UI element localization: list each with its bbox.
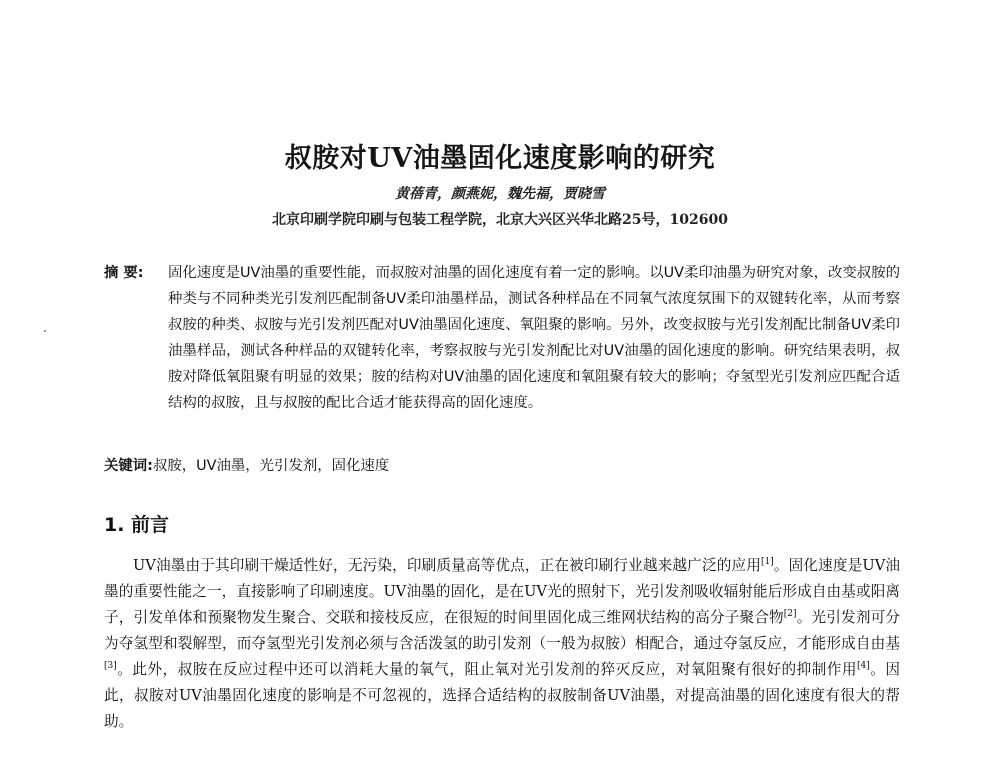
abstract-label: 摘 要: — [104, 265, 144, 281]
author-list: 黄蓓青，颜燕妮，魏先福，贾晓雪 — [395, 186, 605, 202]
paper-title: 叔胺对UV油墨固化速度影响的研究 — [284, 143, 716, 174]
author-affiliation: 北京印刷学院印刷与包装工程学院，北京大兴区兴华北路25号，102600 — [272, 212, 728, 228]
introduction-paragraph — [104, 553, 900, 735]
citation-4: [4] — [857, 661, 870, 671]
section-heading-introduction: 1. 前言 — [104, 514, 170, 536]
intro-sentence-1: UV油墨由于其印刷干燥适性好，无污染，印刷质量高等优点，正在被印刷行业越来越广泛的应用 — [133, 557, 761, 574]
keywords-line — [104, 454, 900, 475]
abstract-block — [104, 260, 900, 416]
intro-sentence-5: 。因此，叔胺对UV油墨固化速度的影响是不可忽视的，选择合适结构的叔胺制备UV油墨，对提高油墨的固化速度有很大的帮助。 — [104, 661, 900, 730]
abstract-text: 固化速度是UV油墨的重要性能，而叔胺对油墨的固化速度有着一定的影响。以UV柔印油墨为研究对象，改变叔胺的种类与不同种类光引发剂匹配制备UV柔印油墨样品，测试各种样品在不同氧气浓度氛围下的双键转化率，从而考察叔胺的种类、叔胺与光引发剂匹配对UV油墨固化速度、氧阻聚的影响。另外，改变叔胺与光引发剂配比制备UV柔印油墨样品，测试各种样品的双键转化率，考察叔胺与光引发剂配比对UV油墨的固化速度的影响。研究结果表明，叔胺对降低氧阻聚有明显的效果；胺的结构对UV油墨的固化速度和氧阻聚有较大的影响；夺氢型光引发剂应匹配合适结构的叔胺，且与叔胺的配比合适才能获得高的固化速度。 — [168, 265, 900, 411]
intro-sentence-4: 。此外，叔胺在反应过程中还可以消耗大量的氧气，阻止氧对光引发剂的猝灭反应，对氧阻聚有很好的抑制作用 — [116, 661, 858, 678]
keywords-label: 关键词: — [104, 458, 153, 474]
citation-3: [3] — [104, 661, 117, 671]
intro-sentence-3: 。光引发剂可分为夺氢型和裂解型，而夺氢型光引发剂必须与含活泼氢的助引发剂（一般为叔胺）相配合，通过夺氢反应，才能形成自由基 — [104, 609, 900, 652]
scan-speck — [44, 330, 46, 332]
citation-1: [1] — [760, 557, 774, 567]
keywords-text: 叔胺，UV油墨，光引发剂，固化速度 — [152, 458, 390, 474]
intro-sentence-2: 。固化速度是UV油墨的重要性能之一，直接影响了印刷速度。UV油墨的固化，是在UV光的照射下，光引发剂吸收辐射能后形成自由基或阳离子，引发单体和预聚物发生聚合、交联和接枝反应，在很短的时间里固化成三维网状结构的高分子聚合物 — [104, 557, 901, 626]
citation-2: [2] — [783, 609, 797, 619]
